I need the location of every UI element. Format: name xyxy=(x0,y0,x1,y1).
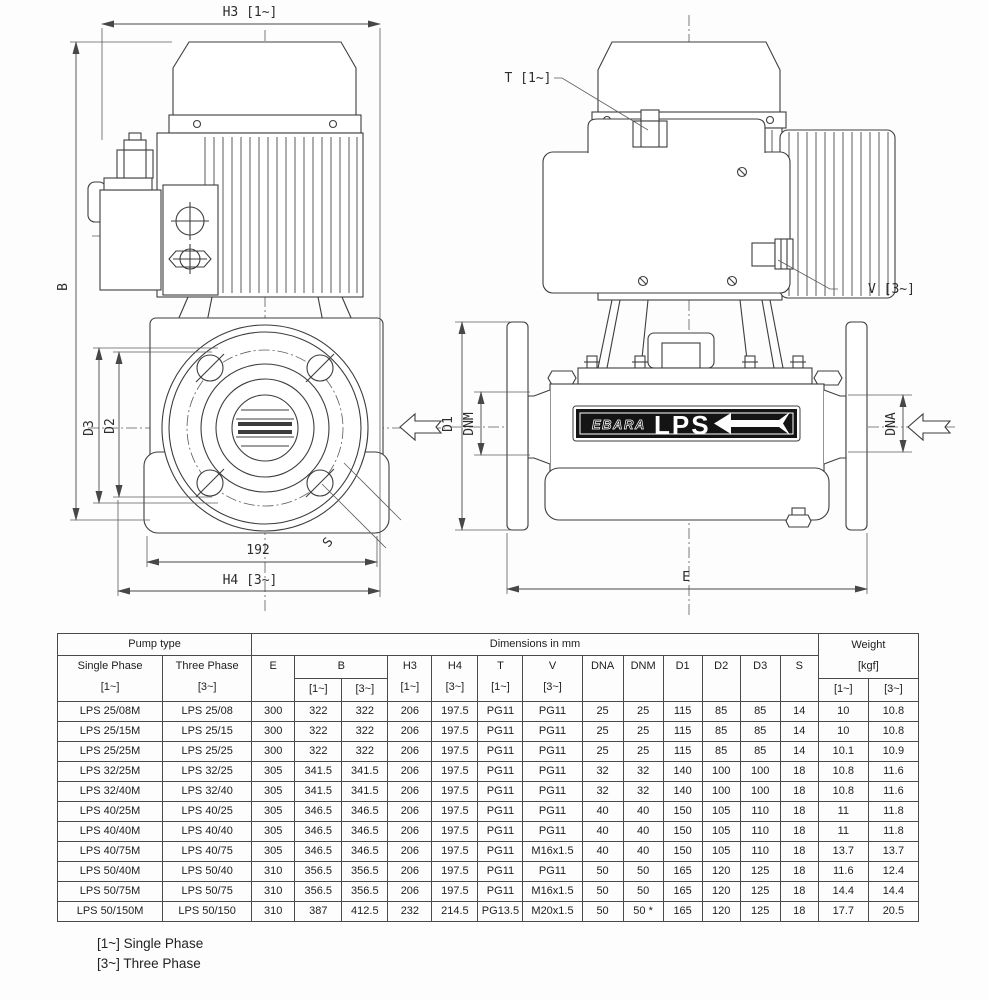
table-cell: 387 xyxy=(295,902,342,922)
table-cell: 305 xyxy=(252,762,295,782)
table-cell: 17.7 xyxy=(818,902,868,922)
table-cell: 165 xyxy=(663,902,702,922)
table-cell: 120 xyxy=(702,862,740,882)
table-cell: 341.5 xyxy=(342,782,388,802)
table-cell: 18 xyxy=(780,762,818,782)
table-cell: PG11 xyxy=(523,802,582,822)
table-cell: PG11 xyxy=(523,782,582,802)
table-cell: 300 xyxy=(252,742,295,762)
table-cell: 322 xyxy=(342,702,388,722)
table-cell: 25 xyxy=(623,742,663,762)
table-cell: 11.8 xyxy=(868,802,918,822)
casing-hex-bolt xyxy=(548,371,576,385)
table-cell: 140 xyxy=(663,762,702,782)
table-row xyxy=(58,822,919,842)
table-cell: 85 xyxy=(702,702,740,722)
col-v-label: V xyxy=(548,660,557,672)
table-cell: 110 xyxy=(740,822,780,842)
table-cell: 197.5 xyxy=(432,862,478,882)
dimension-table-container xyxy=(57,633,919,922)
table-cell: 214.5 xyxy=(432,902,478,922)
table-cell: LPS 40/25M xyxy=(58,802,163,822)
nameplate xyxy=(573,406,800,441)
lantern-window xyxy=(648,333,714,368)
table-cell: PG11 xyxy=(478,822,523,842)
table-cell: PG11 xyxy=(478,782,523,802)
table-cell: 25 xyxy=(582,702,623,722)
table-row xyxy=(58,702,919,722)
table-cell: PG11 xyxy=(478,842,523,862)
table-cell: 356.5 xyxy=(295,882,342,902)
table-cell: 120 xyxy=(702,902,740,922)
table-cell: 206 xyxy=(388,762,432,782)
table-cell: 11.6 xyxy=(818,862,868,882)
table-cell: PG11 xyxy=(478,742,523,762)
col-d3: D3 xyxy=(740,656,780,702)
table-cell: 305 xyxy=(252,822,295,842)
table-cell: 18 xyxy=(780,802,818,822)
table-row xyxy=(58,782,919,802)
table-cell: 32 xyxy=(582,782,623,802)
col-weight-three: [3~] xyxy=(868,679,918,702)
table-cell: LPS 40/75 xyxy=(163,842,252,862)
col-dna: DNA xyxy=(582,656,623,702)
table-cell: 341.5 xyxy=(295,782,342,802)
table-cell: 346.5 xyxy=(342,842,388,862)
table-cell: 50 xyxy=(582,902,623,922)
table-cell: 125 xyxy=(740,882,780,902)
suction-flange xyxy=(846,322,867,530)
table-cell: PG11 xyxy=(523,762,582,782)
suction-flow-arrow xyxy=(908,414,950,440)
table-cell: 100 xyxy=(740,782,780,802)
table-cell: 85 xyxy=(740,722,780,742)
table-cell: LPS 50/75 xyxy=(163,882,252,902)
dimension-table xyxy=(57,633,919,922)
header-pump-type: Pump type xyxy=(58,634,252,656)
table-cell: 50 xyxy=(582,882,623,902)
table-cell: 150 xyxy=(663,842,702,862)
table-cell: 10.8 xyxy=(868,702,918,722)
table-cell: 322 xyxy=(342,722,388,742)
hub-circle xyxy=(216,379,314,477)
casing-top-flange xyxy=(578,368,812,384)
dim-label-d1: D1 xyxy=(441,416,456,432)
table-cell: 305 xyxy=(252,802,295,822)
table-cell: 32 xyxy=(623,782,663,802)
table-cell: 310 xyxy=(252,862,295,882)
table-cell: 305 xyxy=(252,842,295,862)
table-cell: PG11 xyxy=(478,762,523,782)
table-cell: 305 xyxy=(252,782,295,802)
cover-tab xyxy=(588,119,765,153)
table-cell: 232 xyxy=(388,902,432,922)
table-cell: 206 xyxy=(388,882,432,902)
table-cell: LPS 25/25M xyxy=(58,742,163,762)
table-cell: 10.8 xyxy=(868,722,918,742)
table-cell: 100 xyxy=(702,762,740,782)
col-three-phase-tag: [3~] xyxy=(197,681,217,693)
table-cell: LPS 50/150 xyxy=(163,902,252,922)
table-cell: 11.8 xyxy=(868,822,918,842)
table-cell: 32 xyxy=(623,762,663,782)
table-cell: 197.5 xyxy=(432,822,478,842)
table-cell: LPS 40/40M xyxy=(58,822,163,842)
table-cell: LPS 50/75M xyxy=(58,882,163,902)
dim-label-192: 192 xyxy=(246,543,270,558)
table-row xyxy=(58,742,919,762)
table-cell: 206 xyxy=(388,702,432,722)
table-cell: 197.5 xyxy=(432,782,478,802)
table-cell: LPS 50/40M xyxy=(58,862,163,882)
table-cell: 40 xyxy=(623,802,663,822)
col-t-label: T xyxy=(497,660,504,672)
table-row xyxy=(58,762,919,782)
table-cell: 12.4 xyxy=(868,862,918,882)
table-cell: 50 xyxy=(582,862,623,882)
table-cell: PG11 xyxy=(523,862,582,882)
dim-label-h4: H4 [3~] xyxy=(222,573,278,588)
table-cell: 50 xyxy=(623,882,663,902)
col-s: S xyxy=(780,656,818,702)
table-cell: LPS 50/150M xyxy=(58,902,163,922)
table-cell: 206 xyxy=(388,742,432,762)
table-cell: 14 xyxy=(780,722,818,742)
table-cell: 11.6 xyxy=(868,762,918,782)
table-cell: 197.5 xyxy=(432,702,478,722)
motor-fin-block xyxy=(780,130,895,298)
table-cell: 346.5 xyxy=(295,842,342,862)
dim-label-d3: D3 xyxy=(82,420,97,436)
table-cell: 300 xyxy=(252,702,295,722)
table-cell: PG11 xyxy=(478,862,523,882)
casing-hex-bolt xyxy=(814,371,842,385)
discharge-port xyxy=(528,390,550,464)
table-cell: M16x1.5 xyxy=(523,882,582,902)
table-cell: 150 xyxy=(663,822,702,842)
table-cell: LPS 32/40 xyxy=(163,782,252,802)
table-cell: 140 xyxy=(663,782,702,802)
table-cell: 341.5 xyxy=(342,762,388,782)
col-weight-single: [1~] xyxy=(818,679,868,702)
table-cell: 206 xyxy=(388,822,432,842)
col-t-tag: [1~] xyxy=(491,681,510,693)
table-cell: 115 xyxy=(663,722,702,742)
table-cell: 206 xyxy=(388,722,432,742)
table-cell: 105 xyxy=(702,822,740,842)
col-v-tag: [3~] xyxy=(543,681,562,693)
table-cell: 120 xyxy=(702,882,740,902)
table-cell: LPS 32/40M xyxy=(58,782,163,802)
table-cell: LPS 50/40 xyxy=(163,862,252,882)
table-cell: 341.5 xyxy=(295,762,342,782)
table-cell: M16x1.5 xyxy=(523,842,582,862)
table-cell: 18 xyxy=(780,862,818,882)
dim-label-d2: D2 xyxy=(103,418,118,434)
table-cell: 412.5 xyxy=(342,902,388,922)
side-view xyxy=(441,15,958,616)
table-cell: 13.7 xyxy=(868,842,918,862)
table-cell: 14 xyxy=(780,702,818,722)
table-cell: 18 xyxy=(780,902,818,922)
header-weight xyxy=(818,634,918,679)
dimension-table-body xyxy=(58,702,919,922)
table-cell: LPS 32/25 xyxy=(163,762,252,782)
table-cell: 20.5 xyxy=(868,902,918,922)
table-cell: PG11 xyxy=(478,802,523,822)
table-cell: 346.5 xyxy=(295,822,342,842)
table-cell: PG11 xyxy=(478,702,523,722)
motor-cap-side xyxy=(598,42,780,112)
table-cell: 115 xyxy=(663,702,702,722)
table-cell: 115 xyxy=(663,742,702,762)
cable-gland-cap xyxy=(124,140,146,150)
table-cell: 18 xyxy=(780,842,818,862)
table-cell: 14.4 xyxy=(818,882,868,902)
table-cell: 10.9 xyxy=(868,742,918,762)
table-cell: 322 xyxy=(342,742,388,762)
table-cell: PG11 xyxy=(523,742,582,762)
table-cell: 105 xyxy=(702,802,740,822)
table-cell: 110 xyxy=(740,802,780,822)
col-h4-label: H4 xyxy=(447,660,462,672)
col-b: B xyxy=(295,656,388,679)
col-three-phase xyxy=(163,656,252,702)
table-cell: 10 xyxy=(818,722,868,742)
table-row xyxy=(58,722,919,742)
table-cell: 25 xyxy=(623,702,663,722)
discharge-flange xyxy=(507,322,528,530)
v-gland-body xyxy=(752,243,775,266)
table-cell: 11 xyxy=(818,802,868,822)
table-cell: 125 xyxy=(740,902,780,922)
dim-label-s: S xyxy=(320,534,337,551)
col-b-three: [3~] xyxy=(342,679,388,702)
table-cell: 10.8 xyxy=(818,762,868,782)
t-gland-hex xyxy=(633,121,667,147)
col-e: E xyxy=(252,656,295,702)
table-cell: 11.6 xyxy=(868,782,918,802)
table-cell: 10.8 xyxy=(818,782,868,802)
table-cell: 10 xyxy=(818,702,868,722)
header-weight-unit: [kgf] xyxy=(857,660,879,672)
table-row xyxy=(58,902,919,922)
col-h3 xyxy=(388,656,432,702)
table-cell: PG11 xyxy=(478,882,523,902)
table-cell: 165 xyxy=(663,862,702,882)
terminal-box xyxy=(100,190,161,290)
table-cell: 206 xyxy=(388,782,432,802)
table-cell: 206 xyxy=(388,842,432,862)
dim-label-h3: H3 [1~] xyxy=(222,5,278,20)
table-cell: LPS 25/08 xyxy=(163,702,252,722)
table-cell: 105 xyxy=(702,842,740,862)
col-single-phase-label: Single Phase xyxy=(77,660,143,672)
table-cell: 310 xyxy=(252,902,295,922)
table-cell: 18 xyxy=(780,782,818,802)
nameplate-brand: EBARA xyxy=(592,417,646,432)
nameplate-model: LPS xyxy=(654,410,711,440)
table-cell: 40 xyxy=(582,842,623,862)
table-cell: 85 xyxy=(702,722,740,742)
discharge-flow-arrow xyxy=(400,414,441,440)
table-cell: 18 xyxy=(780,882,818,902)
col-single-phase-tag: [1~] xyxy=(100,681,120,693)
table-cell: 11 xyxy=(818,822,868,842)
table-cell: 197.5 xyxy=(432,762,478,782)
table-cell: 197.5 xyxy=(432,722,478,742)
table-cell: 197.5 xyxy=(432,882,478,902)
table-row xyxy=(58,862,919,882)
footnote-single-phase: [1~] Single Phase xyxy=(97,936,204,951)
dim-label-dna: DNA xyxy=(884,412,899,436)
table-cell: LPS 40/25 xyxy=(163,802,252,822)
table-cell: 310 xyxy=(252,882,295,902)
table-cell: 356.5 xyxy=(342,862,388,882)
table-cell: 32 xyxy=(582,762,623,782)
table-cell: 125 xyxy=(740,862,780,882)
table-cell: 85 xyxy=(702,742,740,762)
table-cell: PG13.5 xyxy=(478,902,523,922)
table-cell: PG11 xyxy=(523,702,582,722)
table-cell: 346.5 xyxy=(342,802,388,822)
label-t: T [1~] xyxy=(504,71,552,86)
table-cell: LPS 25/15M xyxy=(58,722,163,742)
table-cell: 14.4 xyxy=(868,882,918,902)
footnote-three-phase: [3~] Three Phase xyxy=(97,956,201,971)
table-row xyxy=(58,802,919,822)
dim-label-dnm: DNM xyxy=(462,412,477,436)
table-cell: 110 xyxy=(740,842,780,862)
table-cell: PG11 xyxy=(478,722,523,742)
col-d2: D2 xyxy=(702,656,740,702)
table-cell: LPS 32/25M xyxy=(58,762,163,782)
dim-label-e: E xyxy=(682,570,690,585)
col-h4 xyxy=(432,656,478,702)
table-cell: 322 xyxy=(295,742,342,762)
table-cell: LPS 25/15 xyxy=(163,722,252,742)
col-h3-tag: [1~] xyxy=(400,681,420,693)
table-cell: 85 xyxy=(740,742,780,762)
footnotes xyxy=(97,934,203,974)
capacitor-cover xyxy=(543,152,790,293)
label-v: V [3~] xyxy=(868,282,915,297)
col-h4-tag: [3~] xyxy=(445,681,465,693)
table-cell: 50 * xyxy=(623,902,663,922)
table-cell: 10.1 xyxy=(818,742,868,762)
header-column-row xyxy=(58,656,919,679)
table-cell: 322 xyxy=(295,702,342,722)
table-cell: 40 xyxy=(582,822,623,842)
col-single-phase xyxy=(58,656,163,702)
table-cell: 85 xyxy=(740,702,780,722)
dim-label-b: B xyxy=(56,283,71,291)
col-t xyxy=(478,656,523,702)
col-dnm: DNM xyxy=(623,656,663,702)
table-cell: 100 xyxy=(740,762,780,782)
table-cell: 300 xyxy=(252,722,295,742)
table-cell: 13.7 xyxy=(818,842,868,862)
col-b-single: [1~] xyxy=(295,679,342,702)
table-row xyxy=(58,842,919,862)
table-cell: 25 xyxy=(582,742,623,762)
header-weight-label: Weight xyxy=(851,639,886,651)
col-v xyxy=(523,656,582,702)
motor-cap-band xyxy=(169,115,361,133)
table-cell: 40 xyxy=(623,842,663,862)
table-cell: 206 xyxy=(388,802,432,822)
table-cell: LPS 25/08M xyxy=(58,702,163,722)
table-cell: 25 xyxy=(582,722,623,742)
motor-cap xyxy=(173,42,356,115)
table-row xyxy=(58,882,919,902)
table-cell: 165 xyxy=(663,882,702,902)
table-cell: PG11 xyxy=(523,822,582,842)
table-cell: 197.5 xyxy=(432,842,478,862)
t-gland-cap xyxy=(641,110,659,121)
suction-port xyxy=(824,390,846,464)
table-cell: 40 xyxy=(582,802,623,822)
v-gland-hex xyxy=(775,239,793,269)
table-cell: M20x1.5 xyxy=(523,902,582,922)
table-cell: 346.5 xyxy=(342,822,388,842)
table-cell: 100 xyxy=(702,782,740,802)
pump-casing-lower-side xyxy=(545,468,829,520)
table-cell: 40 xyxy=(623,822,663,842)
table-cell: 356.5 xyxy=(342,882,388,902)
table-cell: PG11 xyxy=(523,722,582,742)
front-view xyxy=(56,5,445,614)
table-cell: 346.5 xyxy=(295,802,342,822)
header-group-row xyxy=(58,634,919,656)
table-cell: 356.5 xyxy=(295,862,342,882)
table-cell: 197.5 xyxy=(432,742,478,762)
table-cell: 150 xyxy=(663,802,702,822)
table-cell: LPS 40/75M xyxy=(58,842,163,862)
table-cell: LPS 25/25 xyxy=(163,742,252,762)
table-cell: 14 xyxy=(780,742,818,762)
table-cell: LPS 40/40 xyxy=(163,822,252,842)
table-cell: 322 xyxy=(295,722,342,742)
cable-gland-hex xyxy=(117,150,153,178)
header-dimensions: Dimensions in mm xyxy=(252,634,819,656)
col-h3-label: H3 xyxy=(402,660,417,672)
cable-gland-tip xyxy=(129,133,141,140)
table-cell: 197.5 xyxy=(432,802,478,822)
table-cell: 206 xyxy=(388,862,432,882)
drain-plug-neck xyxy=(792,508,805,515)
table-cell: 50 xyxy=(623,862,663,882)
table-cell: 18 xyxy=(780,822,818,842)
table-cell: 25 xyxy=(623,722,663,742)
terminal-box-step xyxy=(104,178,152,190)
col-three-phase-label: Three Phase xyxy=(175,660,239,672)
col-d1: D1 xyxy=(663,656,702,702)
drain-plug-side xyxy=(786,515,811,527)
